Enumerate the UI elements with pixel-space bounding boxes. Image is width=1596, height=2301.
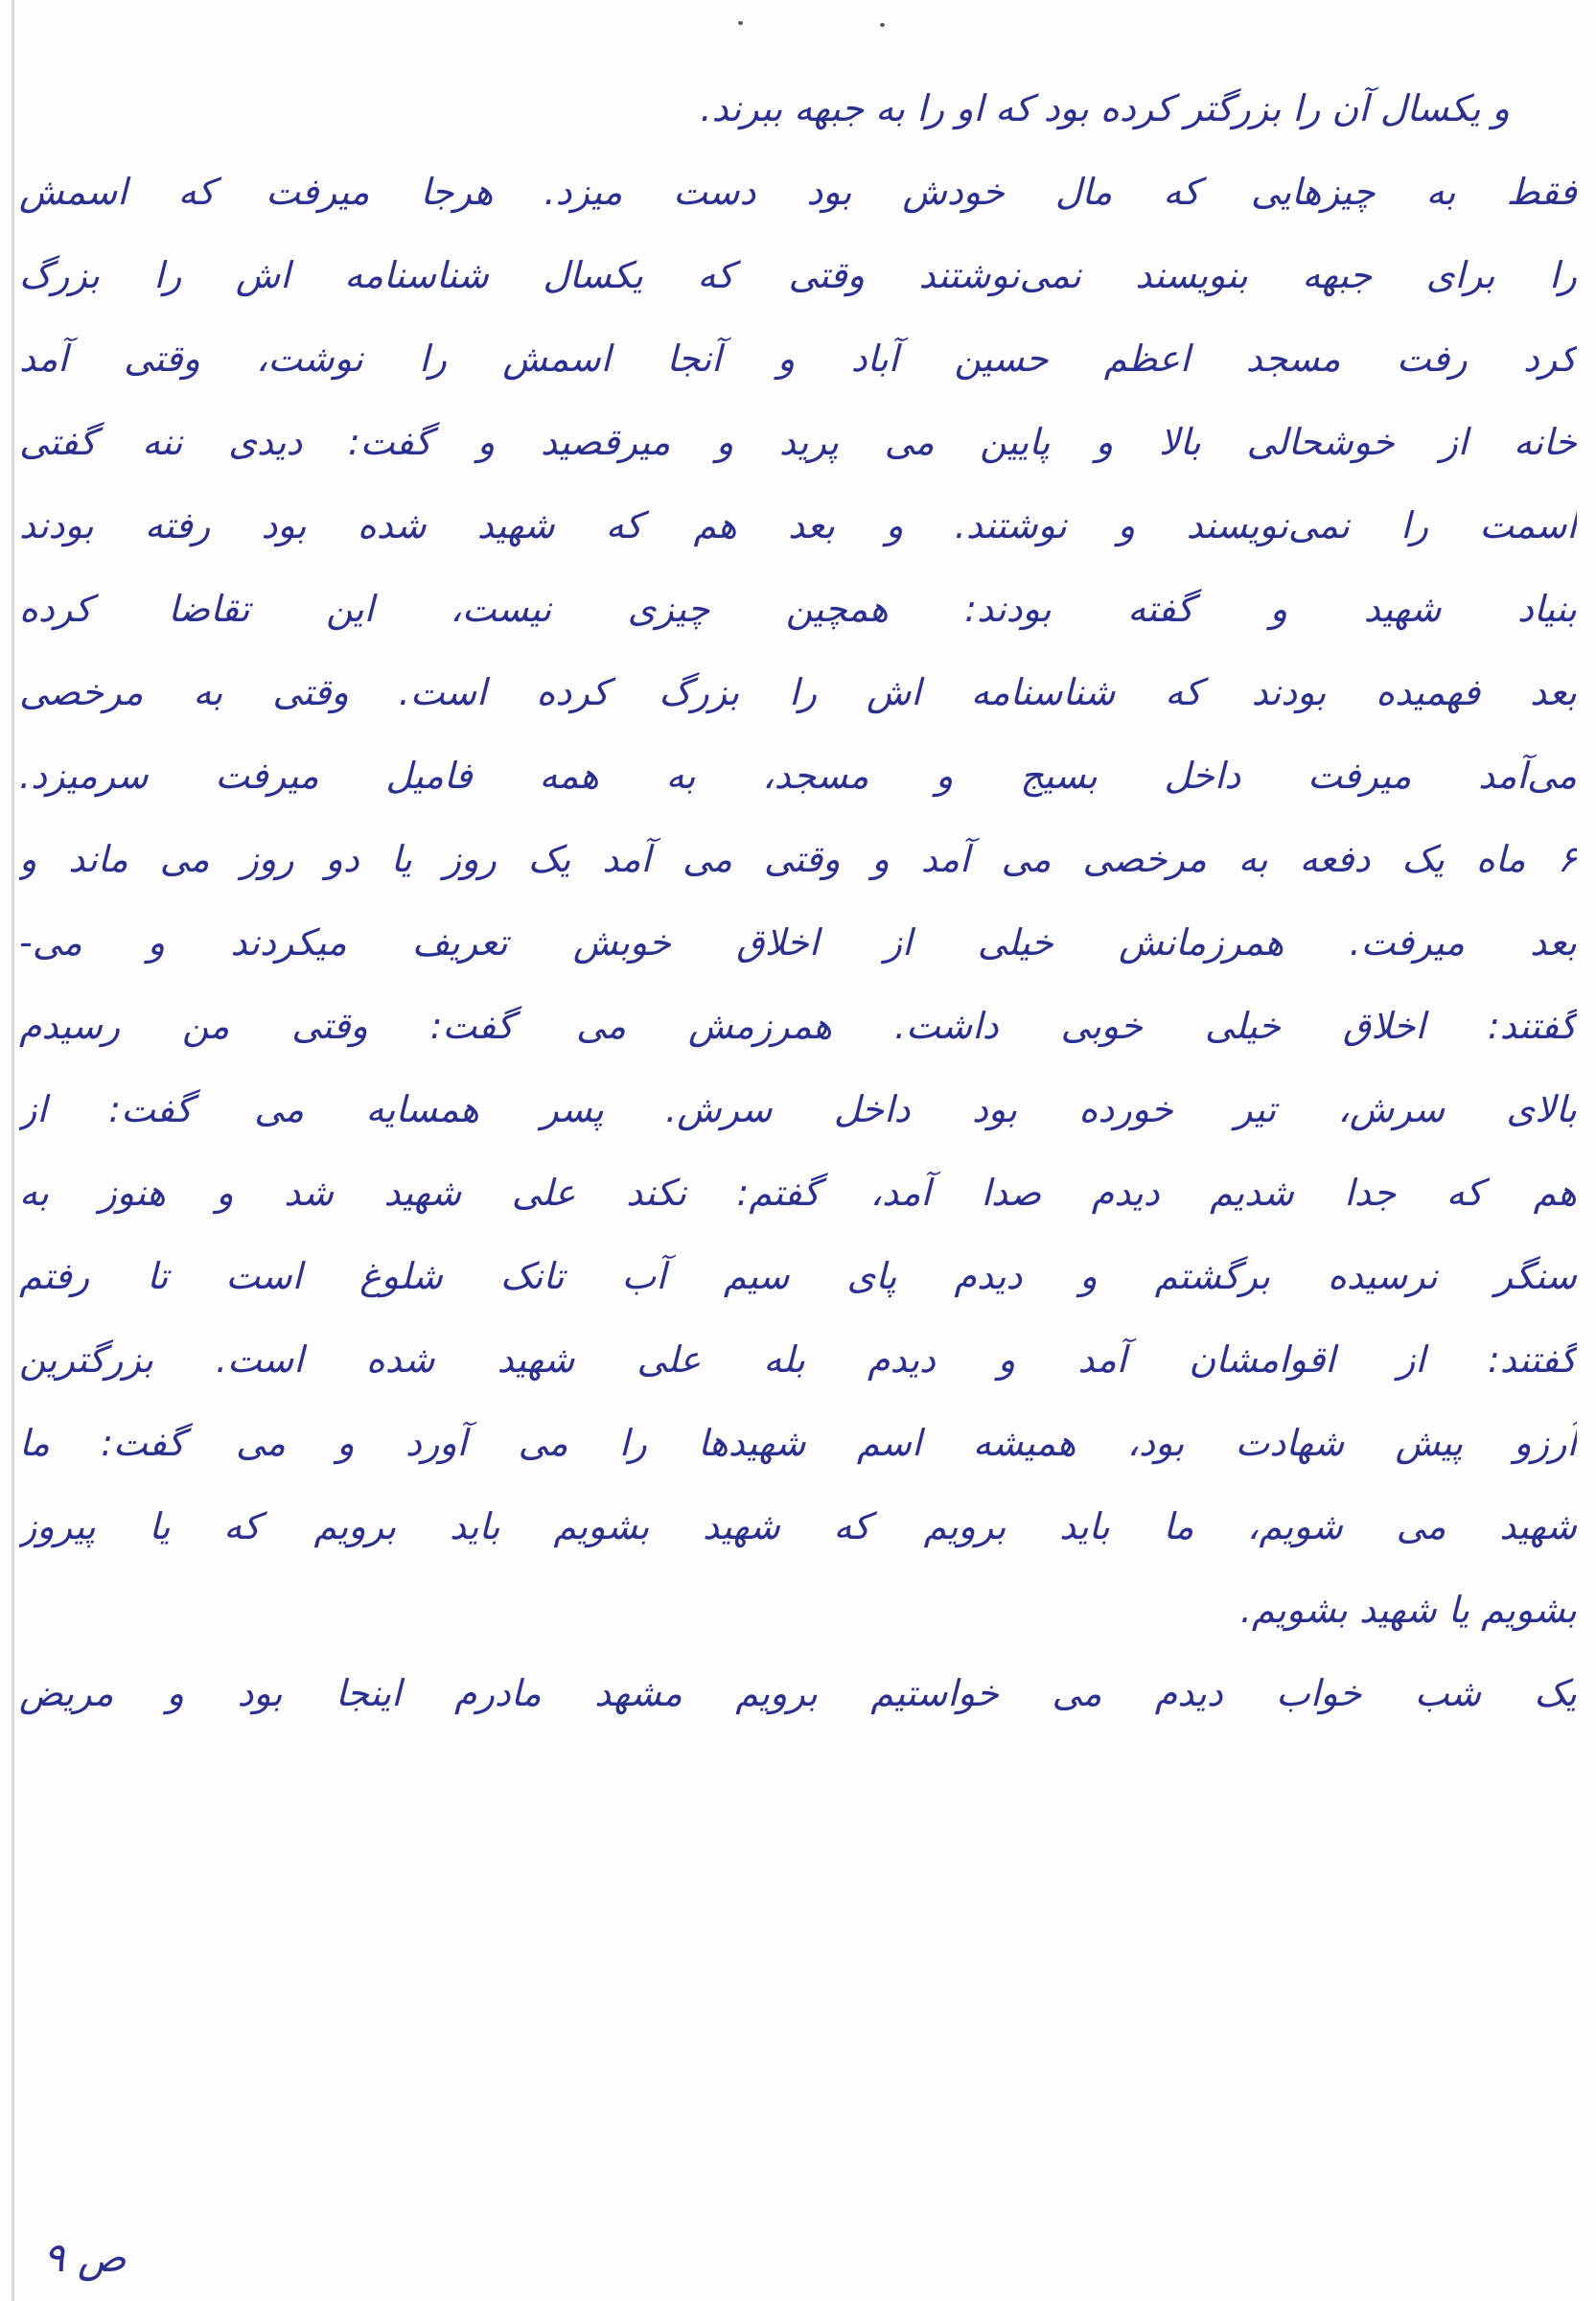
text-line: و یکسال آن را بزرگتر کرده بود که او را به جبهه ببرند. xyxy=(700,87,1510,129)
scan-specks xyxy=(738,17,891,36)
text-line: شهید می شویم، ما باید برویم که شهید بشویم باید برویم که یا پیروز xyxy=(19,1505,1577,1547)
text-lines xyxy=(19,67,1577,1735)
text-line: گفتند: اخلاق خیلی خوبی داشت. همرزمش می گفت: وقتی من رسیدم xyxy=(19,1005,1577,1047)
text-line: بنیاد شهید و گفته بودند: همچین چیزی نیست، این تقاضا کرده xyxy=(19,588,1577,630)
text-line: بالای سرش، تیر خورده بود داخل سرش. پسر همسایه می گفت: از xyxy=(19,1088,1577,1130)
text-line: گفتند: از اقوامشان آمد و دیدم بله علی شهید شده است. بزرگترین xyxy=(19,1338,1577,1381)
text-line: خانه از خوشحالی بالا و پایین می پرید و میرقصید و گفت: دیدی ننه گفتی xyxy=(19,421,1577,463)
speck xyxy=(880,23,885,27)
text-line: کرد رفت مسجد اعظم حسین آباد و آنجا اسمش را نوشت، وقتی آمد xyxy=(19,337,1577,380)
text-line: را برای جبهه بنویسند نمی‌نوشتند وقتی که یکسال شناسنامه اش را بزرگ xyxy=(19,254,1577,296)
text-line: بعد میرفت. همرزمانش خیلی از اخلاق خوبش تعریف میکردند و می- xyxy=(19,921,1577,964)
text-line: هم که جدا شدیم دیدم صدا آمد، گفتم: نکند علی شهید شد و هنوز به xyxy=(19,1172,1577,1214)
text-line: بعد فهمیده بودند که شناسنامه اش را بزرگ کرده است. وقتی به مرخصی xyxy=(19,671,1577,713)
text-line: اسمت را نمی‌نویسند و نوشتند. و بعد هم که شهید شده بود رفته بودند xyxy=(19,504,1577,546)
text-line: فقط به چیزهایی که مال خودش بود دست میزد. هرجا میرفت که اسمش xyxy=(19,171,1577,213)
scan-edge xyxy=(12,0,14,2301)
text-line: ۶ ماه یک دفعه به مرخصی می آمد و وقتی می آمد یک روز یا دو روز می ماند و xyxy=(19,838,1577,880)
text-line: آرزو پیش شهادت بود، همیشه اسم شهیدها را می آورد و می گفت: ما xyxy=(19,1422,1577,1464)
page-number: ص ۹ xyxy=(43,2234,127,2281)
text-line: یک شب خواب دیدم می خواستیم برویم مشهد مادرم اینجا بود و مریض xyxy=(19,1672,1577,1714)
speck xyxy=(738,21,743,25)
text-line: بشویم یا شهید بشویم. xyxy=(1239,1589,1577,1631)
text-line: سنگر نرسیده برگشتم و دیدم پای سیم آب تانک شلوغ است تا رفتم xyxy=(19,1255,1577,1297)
text-line: می‌آمد میرفت داخل بسیج و مسجد، به همه فامیل میرفت سرمیزد. xyxy=(19,755,1577,797)
